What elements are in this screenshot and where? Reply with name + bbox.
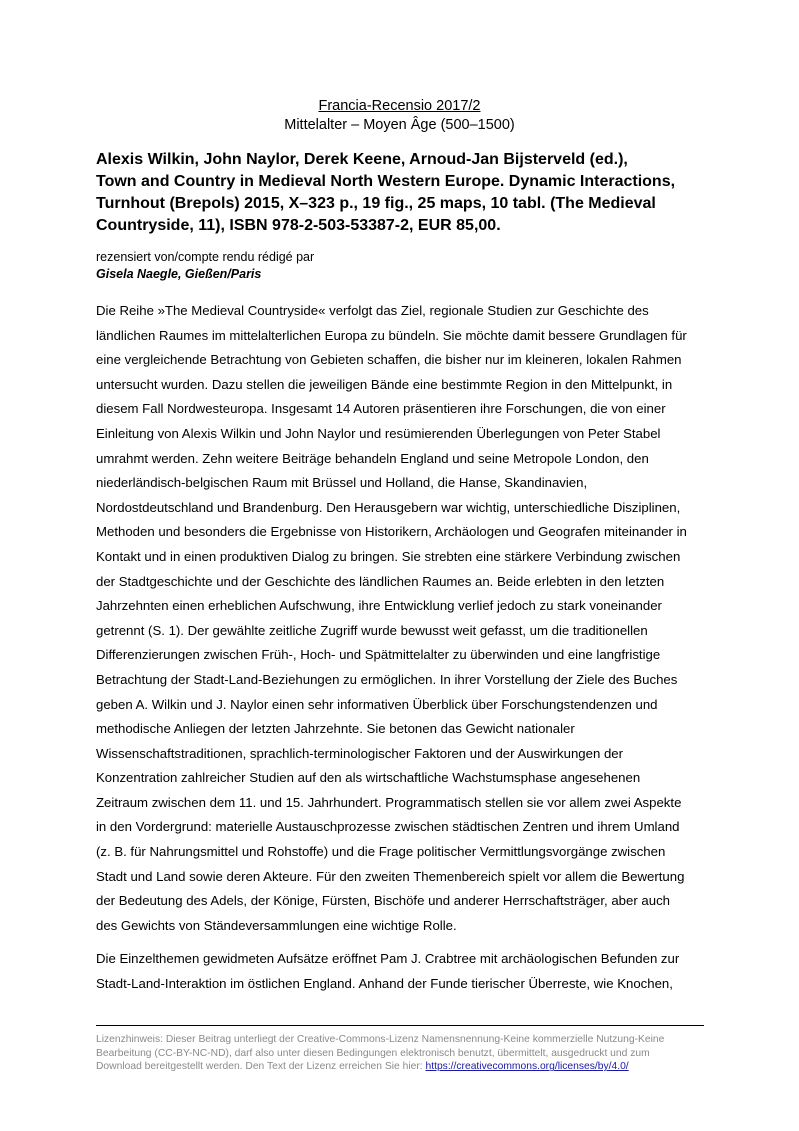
footer-divider — [96, 1025, 704, 1026]
text-line: Betrachtung der Stadt-Land-Beziehungen zu ermöglichen. In ihrer Vorstellung der Ziele des Buches — [96, 671, 678, 687]
text-line: Kontakt und in einen produktiven Dialog zu bringen. Sie strebten eine stärkere Verbindung zwischen — [96, 548, 681, 564]
page-header — [0, 97, 799, 135]
text-line: niederländisch-belgischen Raum mit Brüssel und Holland, die Hanse, Skandinavien, — [96, 475, 588, 491]
text-line: Wissenschaftstraditionen, sprachlich-terminologischer Faktoren und der Auswirkungen der — [96, 745, 624, 761]
license-line: Lizenzhinweis: Dieser Beitrag unterliegt der Creative-Commons-Lizenz Namensnennung-Keine kommerzielle Nutzung-Keine — [96, 1034, 665, 1045]
license-line: Bearbeitung (CC-BY-NC-ND), darf also unter diesen Bedingungen elektronisch benutzt, übermittelt, ausgedruckt und zum — [96, 1047, 650, 1059]
text-line: methodische Anliegen der letzten Jahrzehnte. Sie betonen das Gewicht nationaler — [96, 721, 575, 737]
text-line: des Gewichts von Ständeversammlungen eine wichtige Rolle. — [96, 917, 457, 933]
text-line: Einleitung von Alexis Wilkin und John Naylor und resümierenden Überlegungen von Peter Stabel — [96, 425, 661, 441]
text-line: untersucht wurden. Dazu stellen die jeweiligen Bände eine bestimmte Region in den Mittelpunkt, in — [96, 376, 673, 392]
license-link[interactable]: https://creativecommons.org/licenses/by/4.0/ — [425, 1061, 629, 1073]
text-line: der Stadtgeschichte und der Geschichte des ländlichen Raumes an. Beide erlebten in den letzten — [96, 573, 665, 589]
journal-issue: Francia-Recensio 2017/2 — [318, 98, 481, 114]
text-line: Differenzierungen zwischen Früh-, Hoch- und Spätmittelalter zu überwinden und eine langfristige — [96, 647, 661, 663]
text-line: der Bedeutung des Adels, der Könige, Fürsten, Bischöfe und anderer Herrschaftsträger, aber auch — [96, 893, 671, 909]
license-line-text: Download bereitgestellt werden. Den Text der Lizenz erreichen Sie hier: — [96, 1061, 426, 1073]
title-line: Countryside, 11), ISBN 978-2-503-53387-2, EUR 85,00. — [96, 217, 501, 234]
title-line: Alexis Wilkin, John Naylor, Derek Keene, Arnoud-Jan Bijsterveld (ed.), — [96, 151, 628, 168]
text-line: Konzentration zahlreicher Studien auf den als wirtschaftliche Wachstumsphase angesehenen — [96, 770, 641, 786]
reviewer-block — [96, 249, 314, 283]
title-line: Turnhout (Brepols) 2015, X–323 p., 19 fig., 25 maps, 10 tabl. (The Medieval — [96, 195, 656, 212]
period-subtitle: Mittelalter – Moyen Âge (500–1500) — [284, 117, 515, 133]
text-line: Stadt-Land-Interaktion im östlichen England. Anhand der Funde tierischer Überreste, wie Knochen, — [96, 976, 673, 992]
reviewer-label: rezensiert von/compte rendu rédigé par — [96, 250, 315, 264]
reviewer-name: Gisela Naegle, Gießen/Paris — [96, 267, 262, 281]
text-line: ländlichen Raumes im mittelalterlichen Europa zu bündeln. Sie möchte damit bessere Grundlagen für — [96, 327, 687, 343]
text-line: getrennt (S. 1). Der gewählte zeitliche Zugriff wurde bewusst weit gefasst, um die traditionellen — [96, 622, 648, 638]
text-line: Die Einzelthemen gewidmeten Aufsätze eröffnet Pam J. Crabtree mit archäologischen Befunden zur — [96, 951, 680, 967]
title-line: Town and Country in Medieval North Western Europe. Dynamic Interactions, — [96, 173, 676, 190]
text-line: Jahrzehnten einen erheblichen Aufschwung, ihre Entwicklung verlief jedoch zu stark voneinander — [96, 598, 662, 614]
text-line: Zeitraum zwischen dem 11. und 15. Jahrhundert. Programmatisch stellen sie vor allem zwei Aspekte — [96, 794, 682, 810]
text-line: Stadt und Land sowie deren Akteure. Für den zweiten Themenbereich spielt vor allem die Bewertung — [96, 868, 685, 884]
paragraph-1 — [96, 299, 716, 938]
text-line: geben A. Wilkin und J. Naylor einen sehr informativen Überblick über Forschungstendenzen und — [96, 696, 658, 712]
paragraph-2 — [96, 947, 716, 996]
license-line — [96, 1060, 716, 1074]
text-line: umrahmt werden. Zehn weitere Beiträge behandeln England und seine Metropole London, den — [96, 450, 649, 466]
text-line: eine vergleichende Betrachtung von Gebieten schaffen, die bisher nur im kleineren, lokalen Rahmen — [96, 352, 682, 368]
text-line: diesem Fall Nordwesteuropa. Insgesamt 14 Autoren präsentieren ihre Forschungen, die von einer — [96, 401, 666, 417]
book-citation-title — [96, 149, 726, 237]
text-line: in den Vordergrund: materielle Austauschprozesse zwischen städtischen Zentren und ihrem Umland — [96, 819, 680, 835]
text-line: Methoden und besonders die Ergebnisse von Historikern, Archäologen und Geografen miteinander in — [96, 524, 687, 540]
license-footer — [96, 1033, 716, 1074]
review-body — [96, 299, 716, 997]
text-line: (z. B. für Nahrungsmittel und Rohstoffe) und die Frage politischer Vermittlungsvorgänge zwischen — [96, 844, 666, 860]
text-line: Nordostdeutschland und Brandenburg. Den Herausgebern war wichtig, unterschiedliche Disziplinen, — [96, 499, 681, 515]
text-line: Die Reihe »The Medieval Countryside« verfolgt das Ziel, regionale Studien zur Geschichte des — [96, 303, 649, 318]
